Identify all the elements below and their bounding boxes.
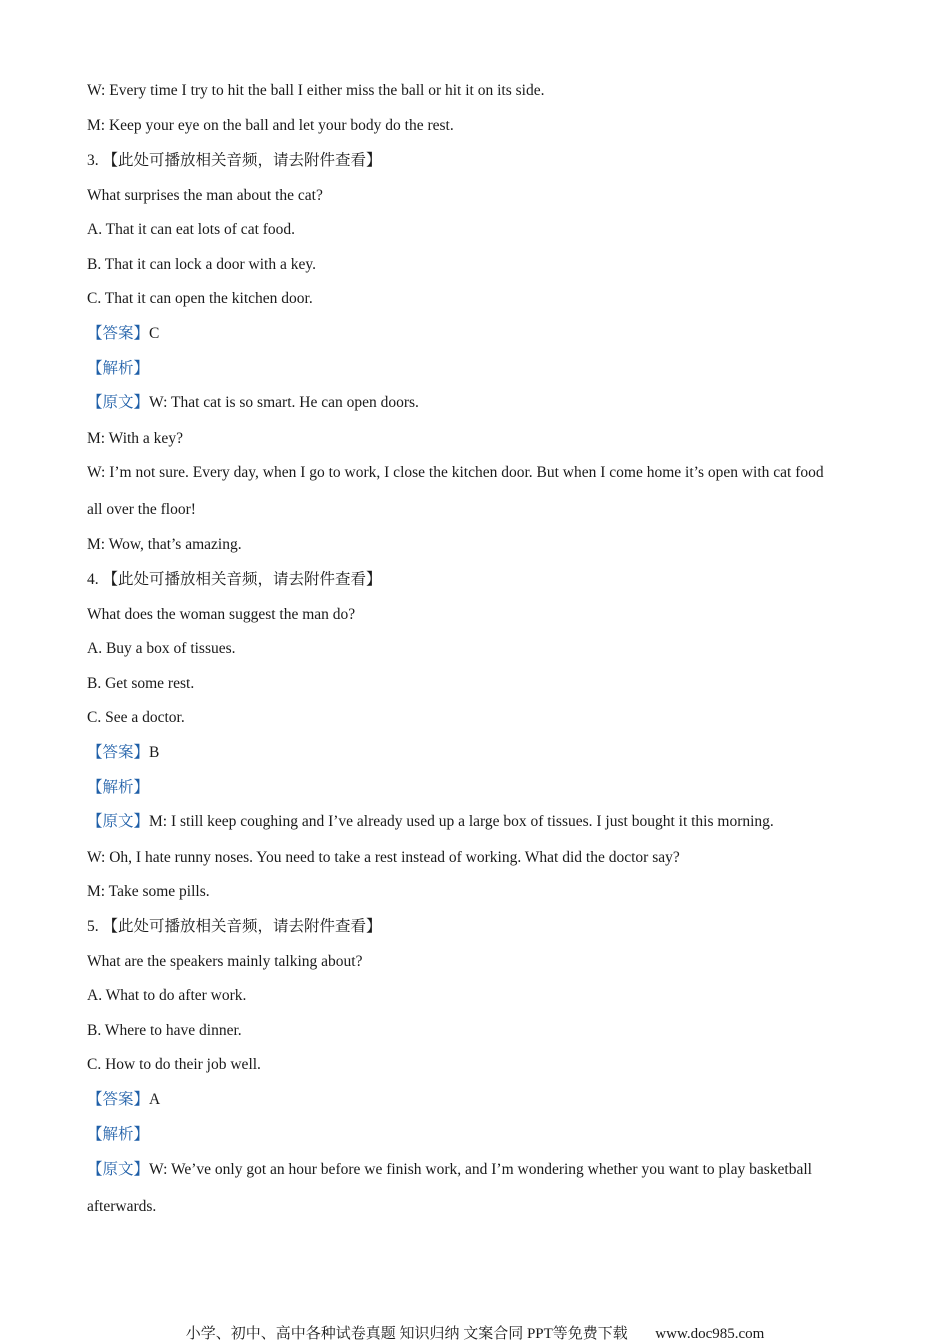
text-line: What are the speakers mainly talking about? xyxy=(87,953,363,970)
text-line: M: With a key? xyxy=(87,430,183,447)
section-label: 【解析】 xyxy=(87,1126,150,1143)
labeled-line xyxy=(87,393,419,413)
text-line: C. That it can open the kitchen door. xyxy=(87,290,313,307)
line-text: C xyxy=(149,325,160,342)
text-line: 5. 【此处可播放相关音频，请去附件查看】 xyxy=(87,918,382,935)
text-line: C. See a doctor. xyxy=(87,709,185,726)
section-label: 【答案】 xyxy=(87,325,150,342)
section-label: 【原文】 xyxy=(87,813,150,830)
labeled-line xyxy=(87,1090,160,1110)
line-text: W: That cat is so smart. He can open doors. xyxy=(149,394,419,411)
section-label: 【答案】 xyxy=(87,744,150,761)
text-line: all over the floor! xyxy=(87,501,196,518)
line-text: W: We’ve only got an hour before we finish work, and I’m wondering whether you want to play basketball xyxy=(149,1161,812,1178)
section-label: 【解析】 xyxy=(87,779,150,796)
line-text: B xyxy=(149,744,160,761)
text-line: A. Buy a box of tissues. xyxy=(87,640,236,657)
text-line: B. Get some rest. xyxy=(87,675,195,692)
text-line: W: Every time I try to hit the ball I either miss the ball or hit it on its side. xyxy=(87,82,545,99)
text-line: W: Oh, I hate runny noses. You need to take a rest instead of working. What did the doctor say? xyxy=(87,849,680,866)
text-line: afterwards. xyxy=(87,1198,157,1215)
page-footer xyxy=(0,1324,950,1344)
labeled-line xyxy=(87,1160,812,1180)
text-line: A. What to do after work. xyxy=(87,987,247,1004)
text-line: A. That it can eat lots of cat food. xyxy=(87,221,296,238)
text-line: M: Wow, that’s amazing. xyxy=(87,536,242,553)
section-label: 【解析】 xyxy=(87,360,150,377)
labeled-line xyxy=(87,812,774,832)
text-line: B. Where to have dinner. xyxy=(87,1022,242,1039)
section-label: 【原文】 xyxy=(87,1161,150,1178)
text-line: M: Keep your eye on the ball and let your body do the rest. xyxy=(87,117,454,134)
labeled-line xyxy=(87,1125,149,1145)
text-line: What surprises the man about the cat? xyxy=(87,187,323,204)
labeled-line xyxy=(87,743,159,763)
text-line: What does the woman suggest the man do? xyxy=(87,606,356,623)
footer-url[interactable]: www.doc985.com xyxy=(655,1326,765,1342)
text-line: B. That it can lock a door with a key. xyxy=(87,256,316,273)
section-label: 【原文】 xyxy=(87,394,150,411)
text-line: 4. 【此处可播放相关音频，请去附件查看】 xyxy=(87,571,382,588)
line-text: A xyxy=(149,1091,161,1108)
text-line: M: Take some pills. xyxy=(87,883,210,900)
text-line: C. How to do their job well. xyxy=(87,1056,261,1073)
labeled-line xyxy=(87,359,149,379)
labeled-line xyxy=(87,324,159,344)
footer-text: 小学、初中、高中各种试卷真题 知识归纳 文案合同 PPT等免费下载 xyxy=(185,1326,628,1342)
text-line: 3. 【此处可播放相关音频，请去附件查看】 xyxy=(87,152,382,169)
section-label: 【答案】 xyxy=(87,1091,150,1108)
line-text: M: I still keep coughing and I’ve already used up a large box of tissues. I just bought it this morning. xyxy=(149,813,774,830)
labeled-line xyxy=(87,778,149,798)
text-line: W: I’m not sure. Every day, when I go to work, I close the kitchen door. But when I come home it’s open with cat food xyxy=(87,464,824,481)
